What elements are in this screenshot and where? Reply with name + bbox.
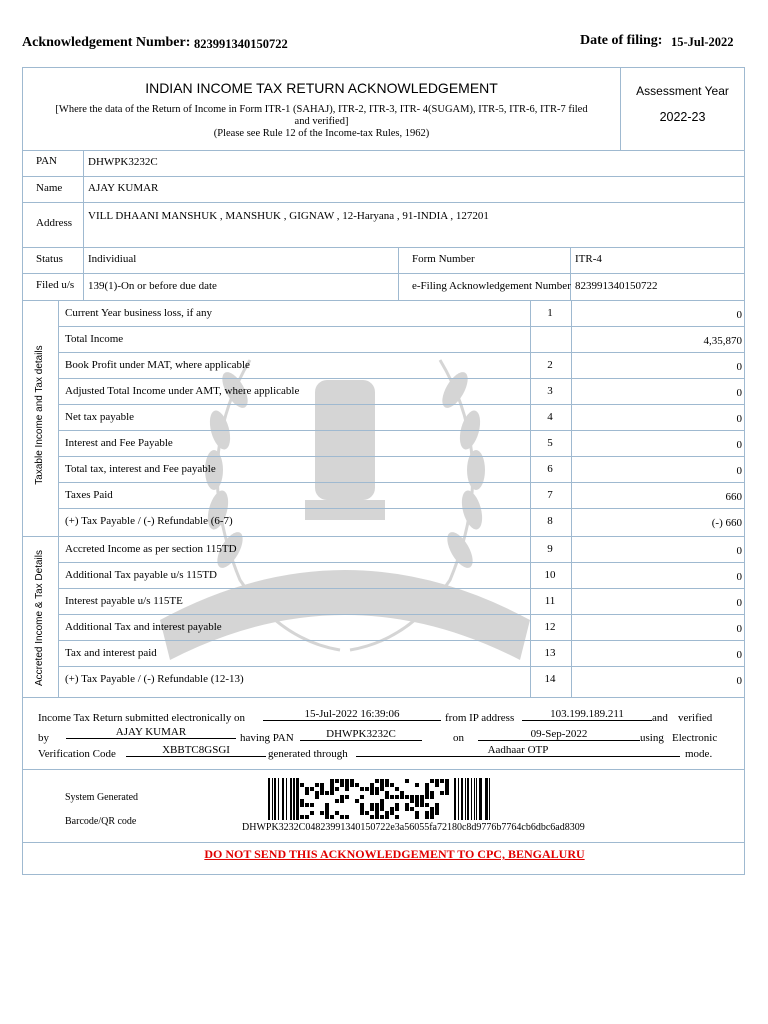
verification-text-6: having PAN [240,732,294,744]
taxable-row-number: 5 [547,437,553,449]
taxable-row-value: 0 [736,413,742,425]
accreted-row-number: 9 [547,543,553,555]
verification-text-3: and [652,712,668,724]
ack-number-value: 823991340150722 [194,37,288,51]
accreted-row-label: Additional Tax and interest payable [65,621,222,633]
accreted-row-number: 12 [544,621,556,633]
taxable-row-value: (-) 660 [711,517,742,529]
status-label: Status [36,253,63,265]
address-label: Address [36,217,73,229]
form-number-value: ITR-4 [575,253,602,265]
verification-method: Aadhaar OTP [356,744,680,757]
taxable-row-label: (+) Tax Payable / (-) Refundable (6-7) [65,515,233,527]
accreted-row-value: 0 [736,545,742,557]
taxable-row-number: 8 [547,515,553,527]
date-of-filing-label: Date of filing: [580,33,663,48]
taxable-section-label: Taxable Income and Tax details [34,345,45,485]
accreted-row-label: Interest payable u/s 115TE [65,595,183,607]
verification-text-5: by [38,732,49,744]
taxable-row-label: Taxes Paid [65,489,113,501]
accreted-row-label: Additional Tax payable u/s 115TD [65,569,217,581]
barcode-label-1: System Generated [65,792,139,803]
taxable-row-value: 0 [736,465,742,477]
verifier-name: AJAY KUMAR [66,726,236,739]
accreted-row-number: 10 [544,569,556,581]
taxable-row-value: 0 [736,387,742,399]
pan-value: DHWPK3232C [88,156,158,168]
accreted-row-number: 13 [544,647,556,659]
taxable-row-number: 2 [547,359,553,371]
accreted-row-value: 0 [736,571,742,583]
taxable-row-number: 4 [547,411,553,423]
verification-text-11: generated through [268,748,348,760]
verification-date: 09-Sep-2022 [478,728,640,741]
verification-text-9: Electronic [672,732,718,744]
form-subtitle-line1: [Where the data of the Return of Income in Form ITR-1 (SAHAJ), ITR-2, ITR-3, ITR- 4(SUGAM), ITR-5, ITR-6, ITR-7 filed [55,104,588,115]
verification-text-12: mode. [685,748,713,760]
taxable-row-label: Net tax payable [65,411,135,423]
accreted-row-label: Tax and interest paid [65,647,157,659]
form-subtitle [23,104,620,140]
filed-under-value: 139(1)-On or before due date [88,280,217,292]
accreted-row-value: 0 [736,675,742,687]
name-label: Name [36,182,63,194]
address-value: VILL DHAANI MANSHUK , MANSHUK , GIGNAW , 12-Haryana , 91-INDIA , 127201 [88,210,489,222]
accreted-row-label: (+) Tax Payable / (-) Refundable (12-13) [65,673,244,685]
accreted-section-label: Accreted Income & Tax Details [34,550,45,686]
name-value: AJAY KUMAR [88,182,159,194]
submission-datetime: 15-Jul-2022 16:39:06 [263,708,441,721]
assessment-year-label: Assessment Year [636,84,729,98]
verification-text-8: using [640,732,664,744]
taxable-row-label: Total Income [65,333,124,345]
verification-text-7: on [453,732,464,744]
taxable-row-value: 0 [736,361,742,373]
filed-under-label: Filed u/s [36,279,75,291]
taxable-row-label: Total tax, interest and Fee payable [65,463,216,475]
taxable-row-label: Current Year business loss, if any [65,307,212,319]
taxable-row-number: 1 [547,307,553,319]
barcode-icon [268,778,492,820]
form-subtitle-line3: (Please see Rule 12 of the Income-tax Rules, 1962) [213,128,430,139]
verification-text-10: Verification Code [38,748,116,760]
form-title: INDIAN INCOME TAX RETURN ACKNOWLEDGEMENT [145,80,498,96]
taxable-row-number: 6 [547,463,553,475]
taxable-row-number: 7 [547,489,553,501]
taxable-row-label: Adjusted Total Income under AMT, where applicable [65,385,300,397]
evc-code: XBBTC8GSGI [126,744,266,757]
ack-number-label: Acknowledgement Number: [22,35,191,50]
date-of-filing-value: 15-Jul-2022 [671,35,734,49]
taxable-row-value: 0 [736,309,742,321]
barcode-label-2: Barcode/QR code [65,816,137,827]
status-value: Individiual [88,253,137,265]
form-number-label: Form Number [412,253,475,265]
verifier-pan: DHWPK3232C [300,728,422,741]
accreted-row-label: Accreted Income as per section 115TD [65,543,237,555]
barcode-text: DHWPK3232C04823991340150722e3a56055fa72180c8d9776b7764cb6dbc6ad8309 [242,822,585,833]
efiling-ack-label: e-Filing Acknowledgement Number [412,280,571,292]
accreted-row-value: 0 [736,649,742,661]
verification-text-1: Income Tax Return submitted electronically on [38,712,246,724]
accreted-row-number: 14 [544,673,556,685]
ip-address: 103.199.189.211 [522,708,652,721]
accreted-row-number: 11 [544,595,556,607]
taxable-row-value: 660 [725,491,742,503]
efiling-ack-value: 823991340150722 [575,280,658,292]
taxable-row-number: 3 [547,385,553,397]
taxable-row-value: 4,35,870 [703,335,742,347]
pan-label: PAN [36,155,57,167]
accreted-row-value: 0 [736,597,742,609]
accreted-row-value: 0 [736,623,742,635]
form-subtitle-line2: and verified] [294,116,349,127]
verification-text-2: from IP address [445,712,515,724]
do-not-send-notice: DO NOT SEND THIS ACKNOWLEDGEMENT TO CPC, BENGALURU [204,847,585,861]
taxable-row-label: Book Profit under MAT, where applicable [65,359,250,371]
verification-statement [38,708,728,768]
verification-text-4: verified [678,712,713,724]
taxable-row-label: Interest and Fee Payable [65,437,173,449]
assessment-year-value: 2022-23 [659,110,706,124]
taxable-row-value: 0 [736,439,742,451]
